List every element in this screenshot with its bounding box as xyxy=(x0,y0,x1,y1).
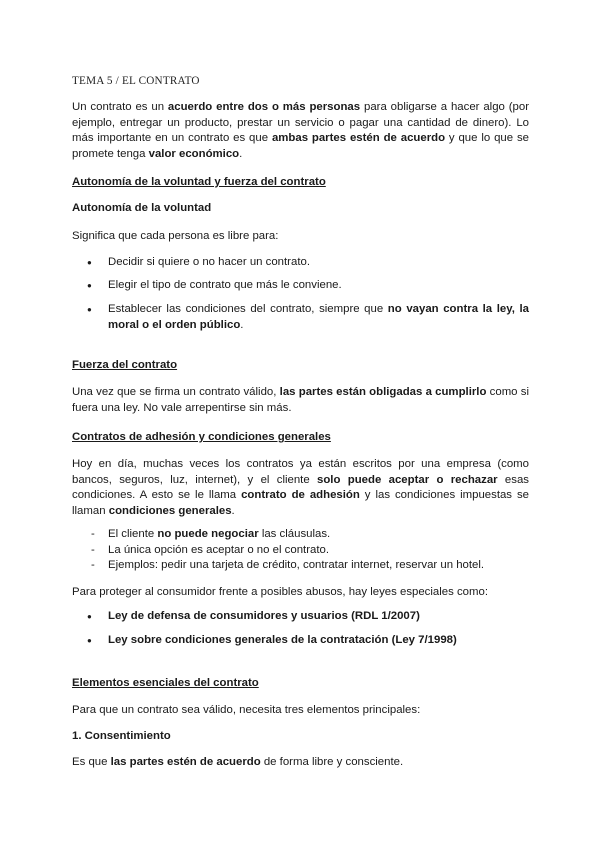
intro-bold: acuerdo entre dos o más personas xyxy=(167,101,361,113)
intro-text: . xyxy=(239,147,243,160)
intro-bold: ambas partes estén de acuerdo xyxy=(271,132,446,145)
list-item: ● Ley de defensa de consumidores y usuarios (RDL 1/2007) xyxy=(72,609,529,625)
autonomia-list xyxy=(72,278,529,294)
laws-list xyxy=(72,633,529,649)
adhesion-text: y las condiciones impuestas se llaman xyxy=(72,489,529,517)
adhesion-bold: contrato de adhesión xyxy=(241,489,360,502)
autonomia-list xyxy=(72,255,529,271)
section-heading-fuerza: Fuerza del contrato xyxy=(72,359,178,371)
section-heading-elementos: Elementos esenciales del contrato xyxy=(72,677,259,689)
subheading-consentimiento: 1. Consentimiento xyxy=(72,730,171,742)
intro-text: Un contrato es un xyxy=(72,101,168,113)
autonomia-lead: Significa que cada persona es libre para: xyxy=(72,230,279,242)
intro-bold: valor económico xyxy=(148,147,240,160)
list-item-bold: no puede negociar xyxy=(157,528,259,540)
elementos-lead: Para que un contrato sea válido, necesita tres elementos principales: xyxy=(72,704,421,716)
document-title: TEMA 5 / EL CONTRATO xyxy=(72,75,200,87)
list-item-text: . xyxy=(240,318,244,331)
section-heading-autonomia-fuerza: Autonomía de la voluntad y fuerza del contrato xyxy=(72,176,326,188)
list-item-text: El cliente xyxy=(108,528,158,540)
adhesion-text: Hoy en día, muchas veces los contratos ya están escritos por una empresa (como bancos, seguros, luz, internet), y el cliente xyxy=(72,458,529,486)
section-heading-adhesion: Contratos de adhesión y condiciones generales xyxy=(72,431,331,443)
fuerza-bold: las partes están obligadas a cumplirlo xyxy=(279,386,487,398)
subheading-autonomia: Autonomía de la voluntad xyxy=(72,202,212,214)
fuerza-text: Una vez que se firma un contrato válido, xyxy=(72,386,280,398)
consentimiento-bold: las partes estén de acuerdo xyxy=(110,756,261,768)
consentimiento-text: Es que xyxy=(72,756,111,768)
consentimiento-paragraph xyxy=(72,755,529,771)
intro-text: y que lo que se promete tenga xyxy=(72,132,529,160)
autonomia-list xyxy=(72,302,529,333)
adhesion-dash-list xyxy=(72,527,529,574)
laws-list xyxy=(72,609,529,625)
adhesion-text: esas condiciones. A esto se le llama xyxy=(72,473,529,502)
list-item: - La única opción es aceptar o no el contrato. xyxy=(72,543,529,559)
list-item xyxy=(72,302,529,333)
adhesion-bold: condiciones generales xyxy=(108,504,232,517)
list-item: ● Ley sobre condiciones generales de la contratación (Ley 7/1998) xyxy=(72,633,529,649)
list-item-text: las cláusulas. xyxy=(258,528,331,540)
list-item: ● Elegir el tipo de contrato que más le conviene. xyxy=(72,278,529,294)
adhesion-bold: solo puede aceptar o rechazar xyxy=(317,473,498,486)
list-item xyxy=(72,527,529,543)
adhesion-text: . xyxy=(231,504,235,517)
intro-text: para obligarse a hacer algo (por ejemplo, entregar un producto, prestar un servicio o pagar una cantidad de dinero). Lo más importante en un contrato es que xyxy=(72,101,529,145)
intro-paragraph xyxy=(72,100,529,162)
fuerza-text: como si fuera una ley. No vale arrepentirse sin más. xyxy=(72,386,529,414)
list-item-text: Establecer las condiciones del contrato, siempre que xyxy=(108,303,388,315)
list-item: ● Decidir si quiere o no hacer un contrato. xyxy=(72,255,529,271)
consumer-lead: Para proteger al consumidor frente a posibles abusos, hay leyes especiales como: xyxy=(72,586,488,598)
consentimiento-text: de forma libre y consciente. xyxy=(260,756,404,768)
fuerza-paragraph xyxy=(72,385,529,416)
list-item: - Ejemplos: pedir una tarjeta de crédito, contratar internet, reservar un hotel. xyxy=(72,558,529,574)
list-item-bold: no vayan contra la ley, la moral o el orden público xyxy=(108,303,529,331)
adhesion-paragraph xyxy=(72,457,529,519)
